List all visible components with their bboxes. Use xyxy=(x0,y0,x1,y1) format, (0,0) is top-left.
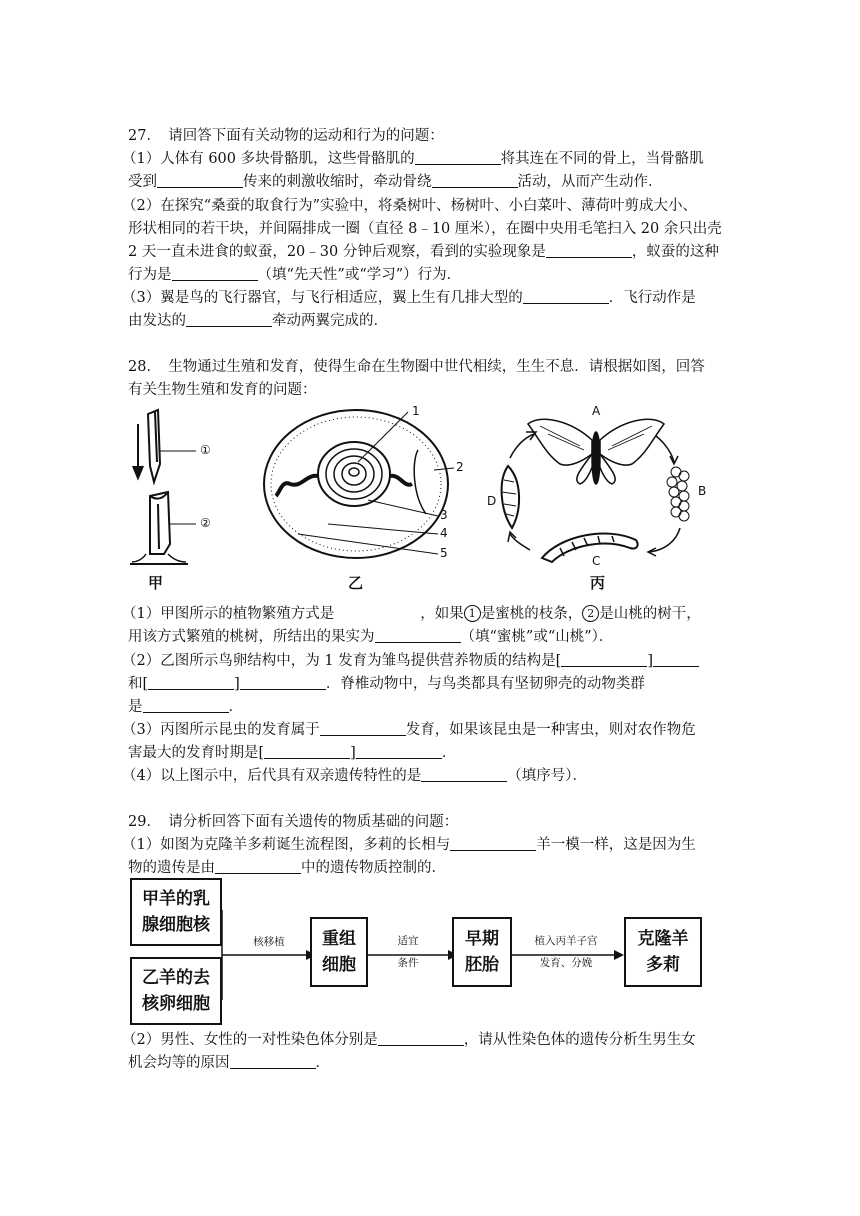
text: 细胞 xyxy=(322,955,356,975)
text: 和[ xyxy=(128,676,149,692)
egg-label-5: 5 xyxy=(440,546,448,560)
q29-line3 xyxy=(122,1030,696,1050)
text: 行为是 xyxy=(128,267,172,283)
text: 胚胎 xyxy=(465,955,499,975)
circle-1-icon: 1 xyxy=(464,605,481,622)
text: ．飞行动作是 xyxy=(608,290,696,306)
text: ] xyxy=(234,676,240,692)
text: 传来的刺激收缩时，牵动骨绕 xyxy=(243,174,432,190)
flow-box-dolly xyxy=(624,917,702,987)
text: 是蜜桃的枝条， xyxy=(480,606,583,622)
text: （4）以上图示中，后代具有双亲遗传特性的是 xyxy=(122,768,422,784)
flow-box-ewe-b-egg xyxy=(130,957,222,1025)
text: 由发达的 xyxy=(128,313,186,329)
text: 早期 xyxy=(465,929,499,949)
text: 是 xyxy=(128,699,143,715)
text: 害最大的发育时期是[ xyxy=(128,745,265,761)
circle-2-icon: 2 xyxy=(582,605,599,622)
caption-bing: 丙 xyxy=(590,574,606,592)
text: 牵动两翼完成的． xyxy=(272,313,388,329)
stage-label-A: A xyxy=(592,404,601,418)
arrow-label-nuclear-transfer: 核移植 xyxy=(253,936,285,948)
answer-blank[interactable] xyxy=(230,1054,316,1069)
stage-label-B: B xyxy=(698,484,707,498)
text: ，如果 xyxy=(420,606,464,622)
text: ． xyxy=(228,699,243,715)
text: 活动，从而产生动作． xyxy=(517,174,663,190)
text: ] xyxy=(350,745,356,761)
text: ． xyxy=(315,1055,330,1071)
text: 2 天一直未进食的蚁蚕，20﹣30 分钟后观察，看到的实验现象是 xyxy=(128,244,546,260)
text: ． xyxy=(441,745,457,761)
text: （3）翼是鸟的飞行器官，与飞行相适应，翼上生有几排大型的 xyxy=(122,290,523,306)
text: 适宜 xyxy=(397,935,419,947)
text: （填“先天性”或“学习”）行为． xyxy=(257,267,462,283)
text: （1）甲图所示的植物繁殖方式是 xyxy=(122,606,335,622)
text: （填序号）． xyxy=(507,768,587,784)
flow-box-recombinant-cell xyxy=(310,917,368,987)
text: 用该方式繁殖的桃树，所结出的果实为 xyxy=(128,629,375,645)
text: 腺细胞核 xyxy=(142,915,210,935)
flow-box-early-embryo xyxy=(452,917,512,987)
text: 中的遗传物质控制的． xyxy=(301,860,446,876)
stage-label-C: C xyxy=(592,554,601,568)
text: （2）乙图所示鸟卵结构中，为 1 发育为雏鸟提供营养物质的结构是[ xyxy=(122,653,562,669)
text: 条件 xyxy=(397,957,419,969)
text: （1）人体有 600 多块骨骼肌，这些骨骼肌的 xyxy=(122,151,415,167)
text: ] xyxy=(647,653,653,669)
text: （3）丙图所示昆虫的发育属于 xyxy=(122,722,320,738)
egg-label-1: 1 xyxy=(412,404,420,418)
q27-line4: 形状相同的若干块，并间隔排成一圈（直径 8﹣10 厘米），在圈中央用毛笔扫入 20 余只出壳 xyxy=(128,221,722,237)
flow-box-ewe-a-nucleus xyxy=(130,878,222,946)
text: 将其连在不同的骨上，当骨骼肌 xyxy=(500,151,704,167)
text: （2）男性、女性的一对性染色体分别是 xyxy=(122,1032,378,1048)
arrow-label-implant xyxy=(516,930,616,974)
text: 发育、分娩 xyxy=(539,957,593,969)
text: ，请从性染色体的遗传分析生男生女 xyxy=(463,1032,696,1048)
arrow-label-conditions xyxy=(378,930,438,974)
q28-title: 28． 生物通过生殖和发育，使得生命在生物圈中世代相续，生生不息．请根据如图，回答 xyxy=(128,359,705,375)
text: ，蚁蚕的这种 xyxy=(631,244,719,260)
egg-label-3: 3 xyxy=(440,508,448,522)
q29-line4 xyxy=(128,1053,330,1073)
text: 发育，如果该昆虫是一种害虫，则对农作物危 xyxy=(405,722,696,738)
egg-label-4: 4 xyxy=(440,526,448,540)
text: 多莉 xyxy=(646,955,680,975)
q27-line3: （2）在探究“桑蚕的取食行为”实验中，将桑树叶、杨树叶、小白菜叶、薄荷叶剪成大小、 xyxy=(122,198,698,214)
text: 甲羊的乳 xyxy=(142,889,210,909)
q29-title: 29． 请分析回答下面有关遗传的物质基础的问题： xyxy=(128,814,459,830)
answer-blank[interactable] xyxy=(378,1031,464,1046)
text: （填“蜜桃”或“山桃”）． xyxy=(460,629,614,645)
text: 机会均等的原因 xyxy=(128,1055,230,1071)
label-circle-1: ① xyxy=(200,443,211,457)
label-circle-2: ② xyxy=(200,516,211,530)
text: 是山桃的树干， xyxy=(599,606,701,622)
caption-jia: 甲 xyxy=(148,574,164,592)
caption-yi: 乙 xyxy=(348,574,364,592)
text: 核卵细胞 xyxy=(142,994,210,1014)
stage-label-D: D xyxy=(487,494,497,508)
q27-title: 27． 请回答下面有关动物的运动和行为的问题： xyxy=(128,128,444,144)
text: 受到 xyxy=(128,174,157,190)
text: ．脊椎动物中，与鸟类都具有坚韧卵壳的动物类群 xyxy=(325,676,645,692)
text: （1）如图为克隆羊多莉诞生流程图，多莉的长相与 xyxy=(122,837,451,853)
text: 羊一模一样，这是因为生 xyxy=(536,837,696,853)
text: 克隆羊 xyxy=(637,929,689,949)
text: 植入丙羊子宫 xyxy=(534,935,598,947)
text: 重组 xyxy=(322,929,356,949)
text: 乙羊的去 xyxy=(142,968,210,988)
text: 物的遗传是由 xyxy=(128,860,215,876)
q28-title2: 有关生物生殖和发育的问题： xyxy=(128,382,317,398)
egg-label-2: 2 xyxy=(456,460,464,474)
